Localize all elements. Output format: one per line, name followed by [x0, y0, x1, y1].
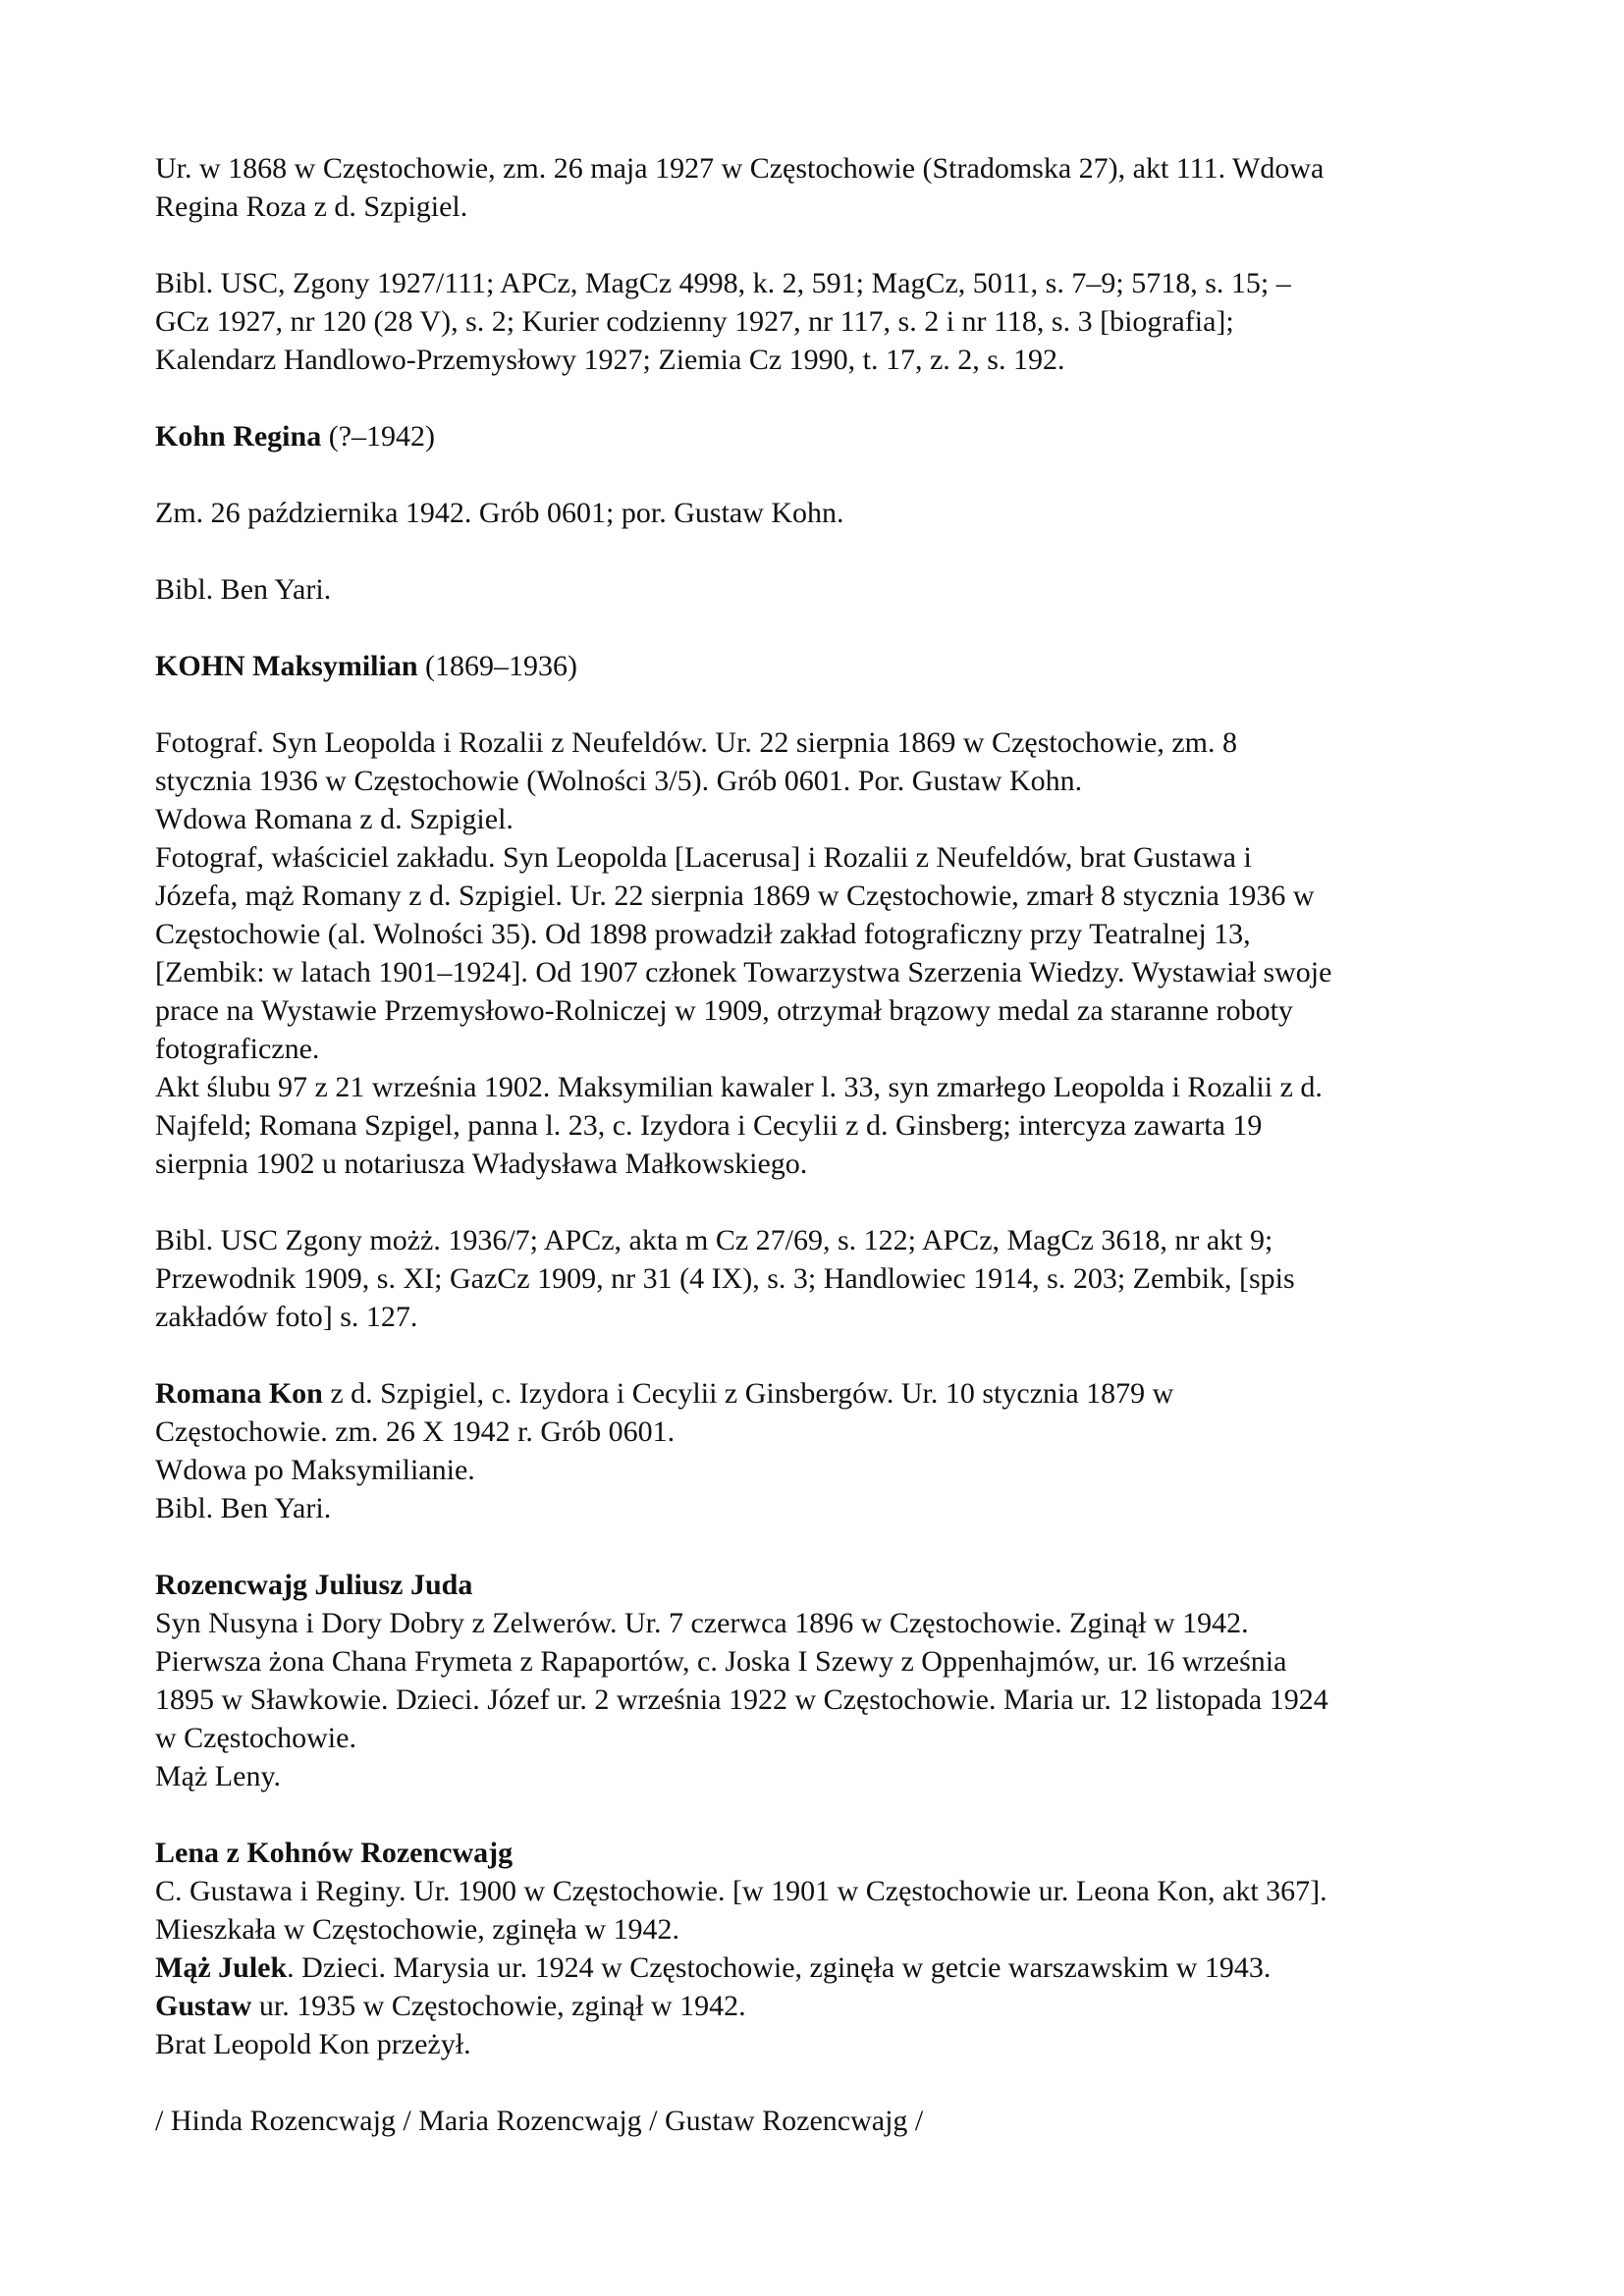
entry-name: Kohn Regina	[155, 420, 322, 453]
entry-dates: (?–1942)	[321, 420, 436, 453]
text-line: fotograficzne.	[155, 1033, 320, 1065]
bibliography-line: Bibl. USC, Zgony 1927/111; APCz, MagCz 4998, k. 2, 591; MagCz, 5011, s. 7–9; 5718, s. 15; –	[155, 267, 1291, 299]
text-line: Częstochowie. zm. 26 X 1942 r. Grób 0601.	[155, 1415, 676, 1448]
bibliography-line: Bibl. Ben Yari.	[155, 573, 332, 606]
text-line: prace na Wystawie Przemysłowo-Rolniczej w 1909, otrzymał brązowy medal za staranne roboty	[155, 994, 1293, 1027]
text-line: Wdowa po Maksymilianie.	[155, 1454, 475, 1486]
text-line: Zm. 26 października 1942. Grób 0601; por. Gustaw Kohn.	[155, 497, 844, 529]
bold-phrase: Gustaw	[155, 1990, 252, 2022]
entry-heading-kohn-maksymilian	[155, 647, 1481, 685]
bibliography-line: Kalendarz Handlowo-Przemysłowy 1927; Ziemia Cz 1990, t. 17, z. 2, s. 192.	[155, 344, 1065, 376]
text-line: Pierwsza żona Chana Frymeta z Rapaportów, c. Joska I Szewy z Oppenhajmów, ur. 16 września	[155, 1645, 1287, 1678]
entry-heading-kohn-regina	[155, 417, 1481, 455]
text-line: Mieszkała w Częstochowie, zginęła w 1942.	[155, 1913, 680, 1946]
bold-phrase: Mąż Julek	[155, 1951, 288, 1984]
bibliography-line: Przewodnik 1909, s. XI; GazCz 1909, nr 31 (4 IX), s. 3; Handlowiec 1914, s. 203; Zembik, [spis	[155, 1262, 1295, 1295]
text-line: Syn Nusyna i Dory Dobry z Zelwerów. Ur. 7 czerwca 1896 w Częstochowie. Zginął w 1942.	[155, 1607, 1249, 1639]
text-line: Mąż Leny.	[155, 1760, 281, 1792]
text-line: C. Gustawa i Reginy. Ur. 1900 w Częstochowie. [w 1901 w Częstochowie ur. Leona Kon, akt 367].	[155, 1875, 1327, 1907]
entry-heading-lena-rozencwajg	[155, 1834, 1481, 1872]
text-span: . Dzieci. Marysia ur. 1924 w Częstochowie, zginęła w getcie warszawskim w 1943.	[287, 1951, 1272, 1984]
entry-name: KOHN Maksymilian	[155, 650, 418, 682]
text-line: stycznia 1936 w Częstochowie (Wolności 3/5). Grób 0601. Por. Gustaw Kohn.	[155, 765, 1083, 797]
entry-text: z d. Szpigiel, c. Izydora i Cecylii z Ginsbergów. Ur. 10 stycznia 1879 w	[322, 1377, 1174, 1410]
bibliography-line: zakładów foto] s. 127.	[155, 1301, 418, 1333]
text-span: ur. 1935 w Częstochowie, zginął w 1942.	[251, 1990, 746, 2022]
entry-name: Lena z Kohnów Rozencwajg	[155, 1837, 514, 1869]
text-line: Brat Leopold Kon przeżył.	[155, 2028, 471, 2060]
entry-heading-rozencwajg-juliusz	[155, 1566, 1481, 1604]
text-line	[155, 1987, 1481, 2025]
document-page	[155, 149, 1481, 2140]
bibliography-line: Bibl. Ben Yari.	[155, 1492, 332, 1524]
text-line	[155, 1949, 1481, 1987]
bibliography-line: GCz 1927, nr 120 (28 V), s. 2; Kurier codzienny 1927, nr 117, s. 2 i nr 118, s. 3 [biografia];	[155, 305, 1234, 338]
text-line: w Częstochowie.	[155, 1722, 356, 1754]
text-line: 1895 w Sławkowie. Dzieci. Józef ur. 2 września 1922 w Częstochowie. Maria ur. 12 listopada 1924	[155, 1683, 1328, 1716]
text-line: Fotograf. Syn Leopolda i Rozalii z Neufeldów. Ur. 22 sierpnia 1869 w Częstochowie, zm. 8	[155, 726, 1237, 759]
text-line: Regina Roza z d. Szpigiel.	[155, 190, 468, 223]
entry-dates: (1869–1936)	[417, 650, 578, 682]
entry-name: Romana Kon	[155, 1377, 323, 1410]
entry-heading-romana-kon	[155, 1374, 1481, 1413]
text-line: Józefa, mąż Romany z d. Szpigiel. Ur. 22 sierpnia 1869 w Częstochowie, zmarł 8 stycznia 1936 w	[155, 880, 1315, 912]
entry-name: Rozencwajg Juliusz Juda	[155, 1569, 473, 1601]
text-line: Akt ślubu 97 z 21 września 1902. Maksymilian kawaler l. 33, syn zmarłego Leopolda i Rozalii z d.	[155, 1071, 1323, 1103]
text-line: [Zembik: w latach 1901–1924]. Od 1907 członek Towarzystwa Szerzenia Wiedzy. Wystawiał swoje	[155, 956, 1332, 988]
text-line: Wdowa Romana z d. Szpigiel.	[155, 803, 514, 835]
text-line: Najfeld; Romana Szpigel, panna l. 23, c. Izydora i Cecylii z d. Ginsberg; intercyza zawarta 19	[155, 1109, 1263, 1142]
text-line: sierpnia 1902 u notariusza Władysława Małkowskiego.	[155, 1148, 808, 1180]
bibliography-line: Bibl. USC Zgony możż. 1936/7; APCz, akta m Cz 27/69, s. 122; APCz, MagCz 3618, nr akt 9;	[155, 1224, 1273, 1256]
related-names-line: / Hinda Rozencwajg / Maria Rozencwajg / Gustaw Rozencwajg /	[155, 2105, 924, 2137]
text-line: Częstochowie (al. Wolności 35). Od 1898 prowadził zakład fotograficzny przy Teatralnej 13,	[155, 918, 1251, 950]
text-line: Ur. w 1868 w Częstochowie, zm. 26 maja 1927 w Częstochowie (Stradomska 27), akt 111. Wdowa	[155, 152, 1325, 185]
text-line: Fotograf, właściciel zakładu. Syn Leopolda [Lacerusa] i Rozalii z Neufeldów, brat Gustawa i	[155, 841, 1252, 874]
